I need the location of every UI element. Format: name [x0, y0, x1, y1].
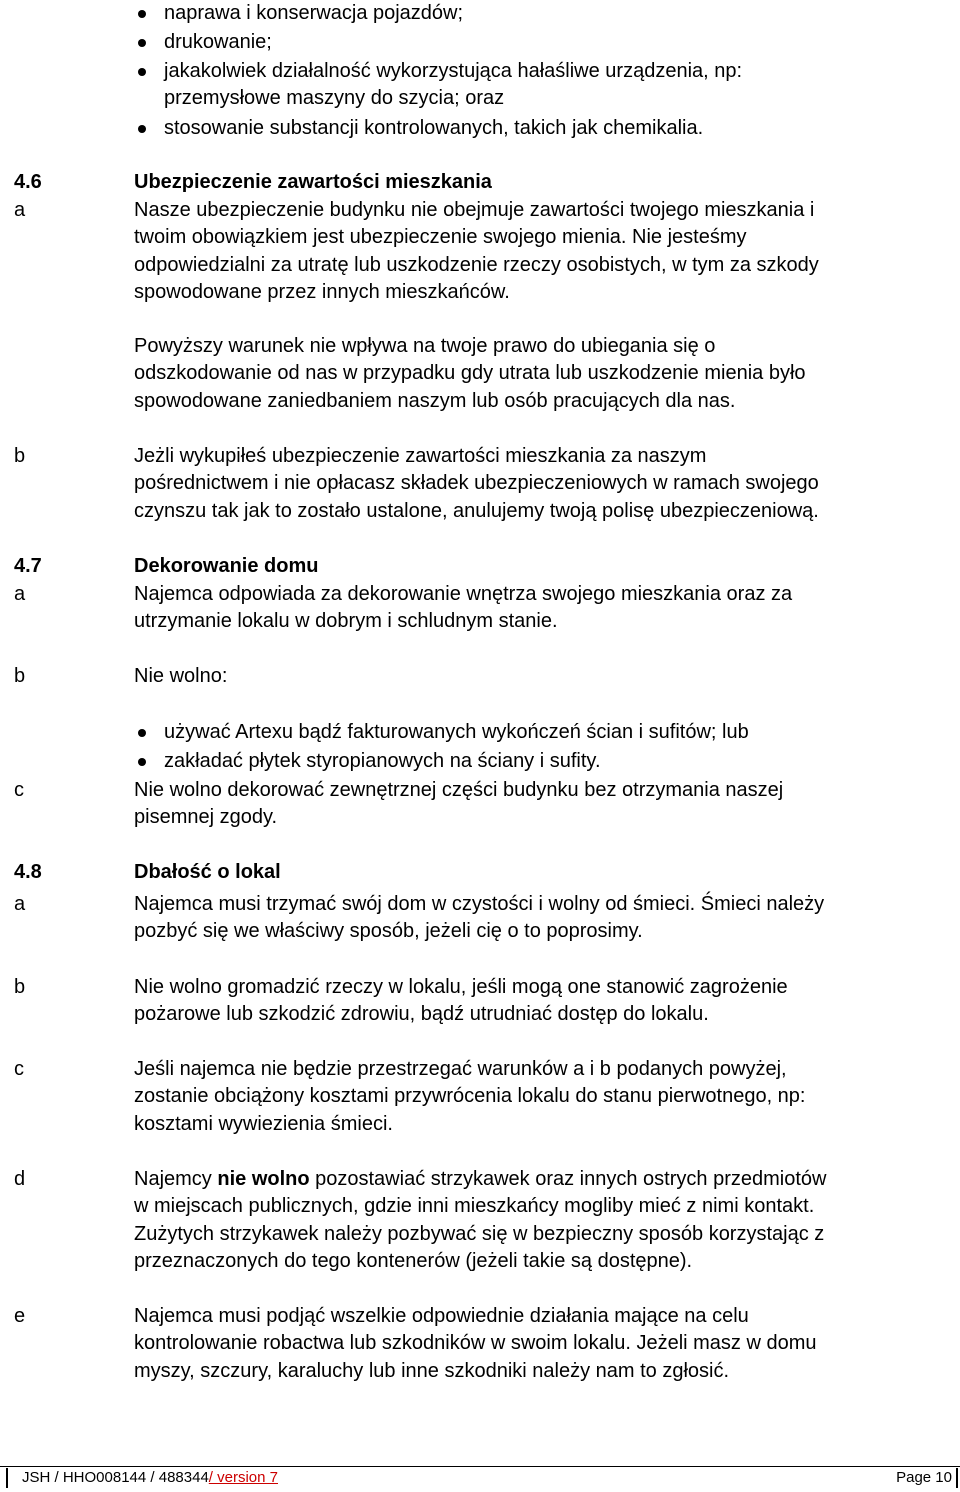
- clause-text: Nie wolno:: [134, 665, 228, 687]
- clause-label: b: [14, 665, 26, 687]
- list-item: zakładać płytek styropianowych na ściany i sufity.: [164, 750, 601, 772]
- version-link[interactable]: / version 7: [208, 1469, 278, 1486]
- footer-bar-right: [956, 1468, 958, 1488]
- clause-text: Jeżli wykupiłeś ubezpieczenie zawartości mieszkania za naszym pośrednictwem i nie opłacasz składek ubezpieczeniowych w ramach swojego czynszu tak jak to zostało ustalone, anulujemy twoją polisę ubezpieczeniową.: [134, 445, 819, 522]
- clause-text: Najemca musi trzymać swój dom w czystości i wolny od śmieci. Śmieci należy pozbyć się we właściwy sposób, jeżeli cię o to poprosimy.: [134, 893, 825, 943]
- clause-label: c: [14, 779, 24, 801]
- page-number: Page 10: [896, 1469, 952, 1486]
- clause-label: a: [14, 583, 26, 605]
- footer-divider: [0, 1466, 960, 1467]
- section-number: 4.8: [14, 861, 42, 883]
- bullet-icon: [138, 68, 146, 76]
- clause-text: Najemcy nie wolno pozostawiać strzykawek oraz innych ostrych przedmiotów w miejscach publicznych, gdzie inni mieszkańcy mogliby mieć z nimi kontakt. Zużytych strzykawek należy pozbywać się w bezpieczny sposób korzystając z przeznaczonych do tego kontenerów (jeżeli takie są dostępne).: [134, 1168, 827, 1272]
- section-heading: Dekorowanie domu: [134, 555, 319, 577]
- clause-label: b: [14, 445, 26, 467]
- footer-reference: JSH / HHO008144 / 488344/ version 7: [22, 1469, 278, 1486]
- section-heading: Ubezpieczenie zawartości mieszkania: [134, 171, 492, 193]
- clause-label: a: [14, 893, 26, 915]
- clause-label: b: [14, 976, 26, 998]
- bullet-icon: [138, 729, 146, 737]
- section-number: 4.6: [14, 171, 42, 193]
- clause-text: Nie wolno dekorować zewnętrznej części budynku bez otrzymania naszej pisemnej zgody.: [134, 779, 784, 829]
- footer-bar-left: [6, 1468, 8, 1488]
- clause-text: Nie wolno gromadzić rzeczy w lokalu, jeśli mogą one stanowić zagrożenie pożarowe lub szkodzić zdrowiu, bądź utrudniać dostęp do lokalu.: [134, 976, 788, 1026]
- bullet-icon: [138, 758, 146, 766]
- clause-label: e: [14, 1305, 26, 1327]
- clause-paragraph: Powyższy warunek nie wpływa na twoje prawo do ubiegania się o odszkodowanie od nas w przypadku gdy utrata lub uszkodzenie mienia było spowodowane zaniedbaniem naszym lub osób pracujących dla nas.: [134, 335, 806, 412]
- list-item: stosowanie substancji kontrolowanych, takich jak chemikalia.: [164, 117, 704, 139]
- clause-text: Nasze ubezpieczenie budynku nie obejmuje zawartości twojego mieszkania i twoim obowiązkiem jest ubezpieczenie swojego mienia. Nie jesteśmy odpowiedzialni za utratę lub uszkodzenie rzeczy osobistych, w tym za szkody spowodowane przez innych mieszkańców.: [134, 199, 819, 303]
- clause-label: c: [14, 1058, 24, 1080]
- section-number: 4.7: [14, 555, 42, 577]
- clause-label: d: [14, 1168, 26, 1190]
- clause-label: a: [14, 199, 26, 221]
- clause-text: Jeśli najemca nie będzie przestrzegać warunków a i b podanych powyżej, zostanie obciążony kosztami przywrócenia lokalu do stanu pierwotnego, np: kosztami wywiezienia śmieci.: [134, 1058, 806, 1135]
- bullet-icon: [138, 125, 146, 133]
- clause-text: Najemca odpowiada za dekorowanie wnętrza swojego mieszkania oraz za utrzymanie lokalu w dobrym i schludnym stanie.: [134, 583, 793, 633]
- clause-text: Najemca musi podjąć wszelkie odpowiednie działania mające na celu kontrolowanie robactwa lub szkodników w swoim lokalu. Jeżeli masz w domu myszy, szczury, karaluchy lub inne szkodniki należy nam to zgłosić.: [134, 1305, 817, 1382]
- list-item: jakakolwiek działalność wykorzystująca hałaśliwe urządzenia, np: przemysłowe maszyny do szycia; oraz: [164, 60, 743, 110]
- list-item: naprawa i konserwacja pojazdów;: [164, 2, 464, 24]
- list-item: używać Artexu bądź fakturowanych wykończeń ścian i sufitów; lub: [164, 721, 749, 743]
- bullet-icon: [138, 10, 146, 18]
- section-heading: Dbałość o lokal: [134, 861, 281, 883]
- list-item: drukowanie;: [164, 31, 272, 53]
- bullet-icon: [138, 39, 146, 47]
- emphasis-text: nie wolno: [217, 1168, 310, 1190]
